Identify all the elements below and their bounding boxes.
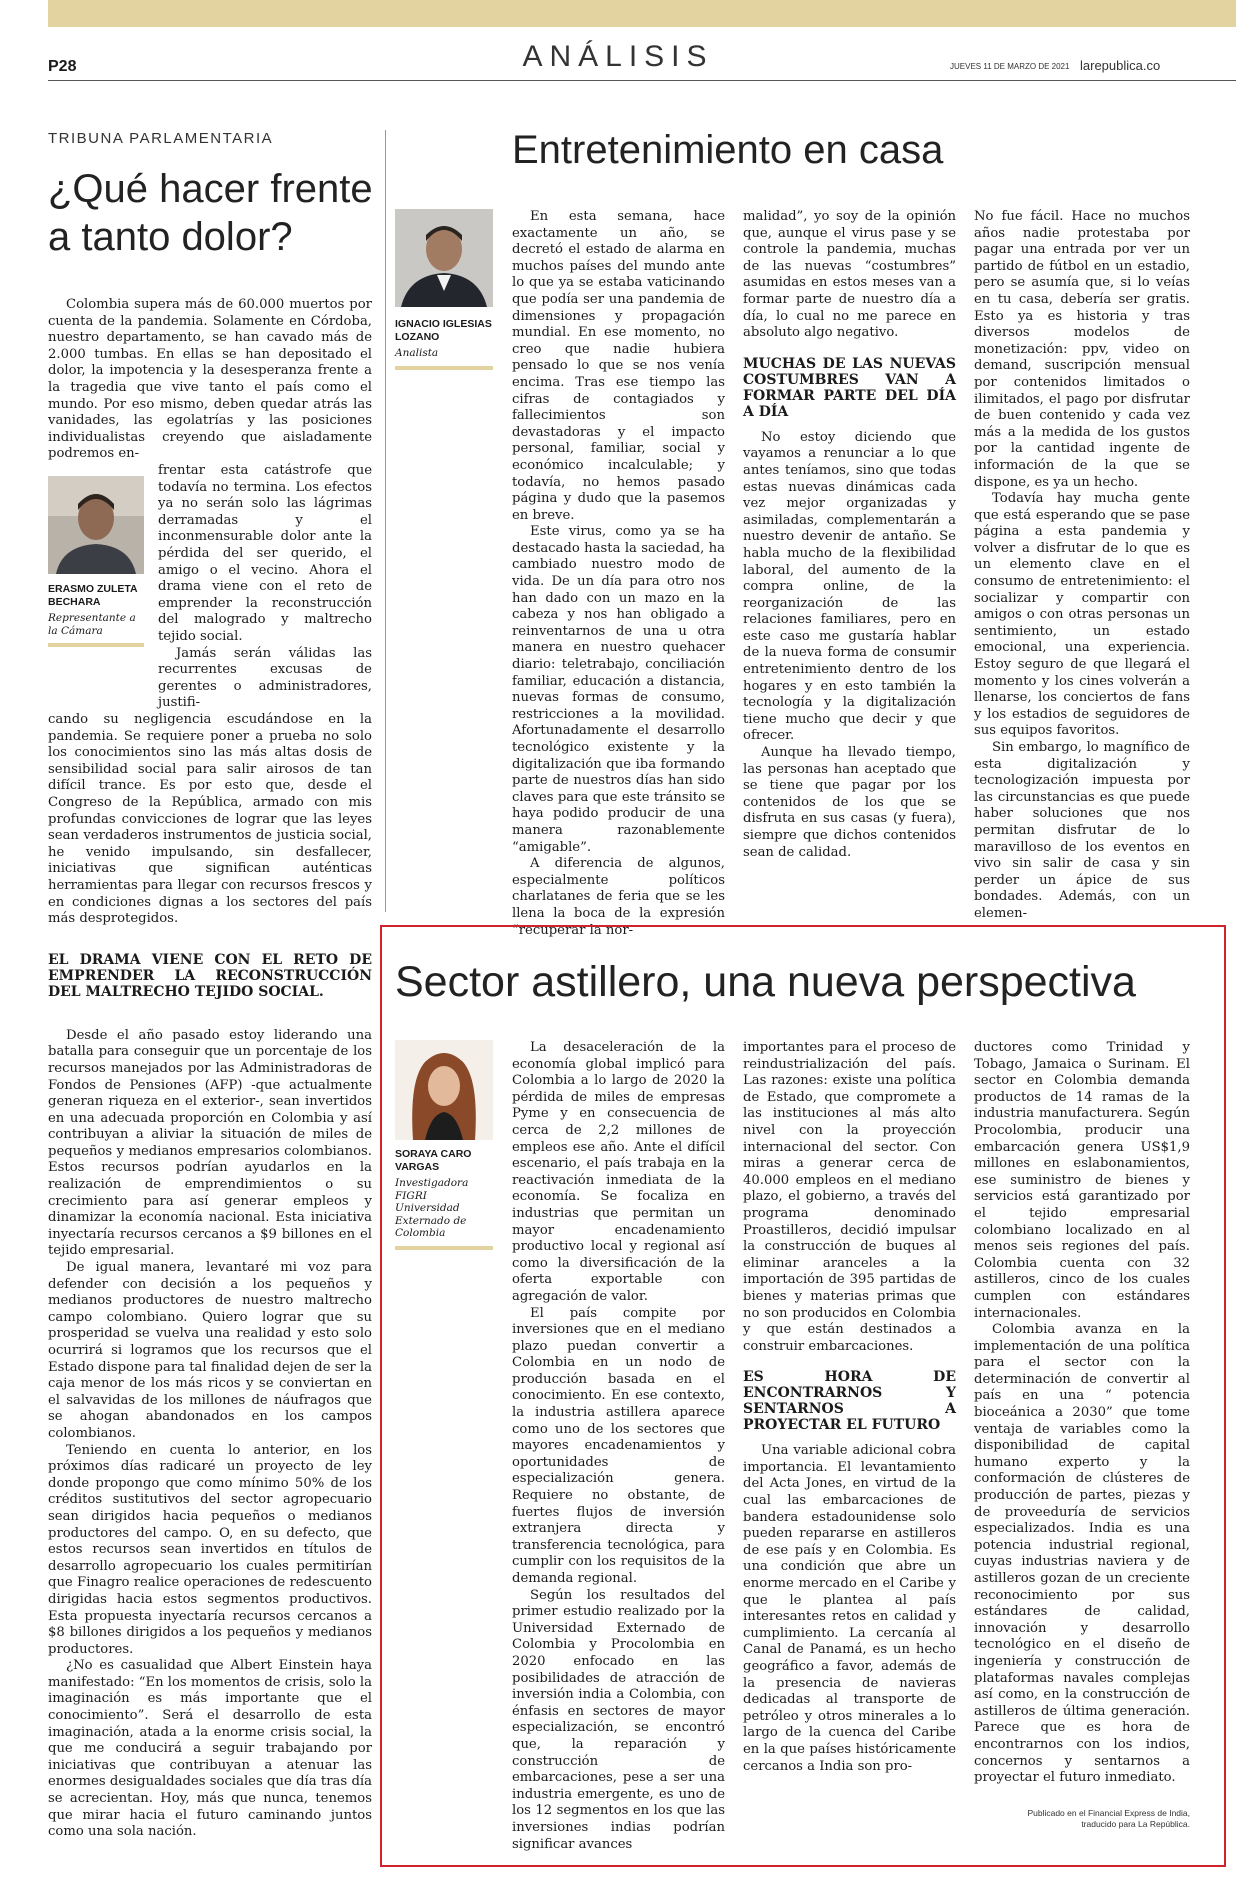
- article3-column-1: [512, 1040, 725, 1853]
- site-link[interactable]: larepublica.co: [1080, 58, 1161, 73]
- article3-column-2: [743, 1040, 956, 1775]
- article2-paragraph: Este virus, como ya se ha destacado hasta la saciedad, ha cambiado nuestro modo de vida. De un día para otro nos han dado con un mazo en la cabeza y nos han obligado a reinventarnos de una u otra manera en nuestro quehacer diario: teletrabajo, conciliación familiar, educación a distancia, nuevas formas de consumo, restricciones a la movilidad. Afortunadamente el desarrollo tecnológico existente y la digitalización que iba formando parte de nuestros días han sido claves para que este tránsito se haya podido producir de una manera razonablemente “amigable”.: [512, 524, 725, 855]
- article1-wrap: [158, 463, 372, 712]
- author-role: Representante a la Cámara: [48, 612, 136, 637]
- article2-paragraph: Sin embargo, lo magnífico de esta digitalización y tecnologización impuesta por las circunstancias es que puede haber soluciones que nos permitan disfrutar de lo maravilloso de los eventos en vivo sin salir de casa y sin perder un ápice de sus bondades. Además, con un elemen-: [974, 740, 1190, 921]
- article3-paragraph: Según los resultados del primer estudio realizado por la Universidad Externado de Colombia y Procolombia en 2020 enfocado en las posibilidades de atracción de inversión india a Colombia, con énfasis en sectores de mayor especialización, se encontró que, la reparación y construcción de embarcaciones, pese a ser una industria emergente, es uno de los 12 segmentos en los que las inversiones indias podrían significar avances: [512, 1587, 725, 1852]
- page-number: P28: [48, 58, 77, 75]
- article2-paragraph: No fue fácil. Hace no muchos años nadie protestaba por pagar una entrada por ver un partido de fútbol en un estadio, pero se asumía que, si lo veías en tu casa, debería ser gratis. Esto ya es historia y tras diversos modelos de monetización: ppv, video on demand, suscripción mensual por contenidos limitados o ilimitados, el pago por disfrutar de buen contenido y cada vez más a la medida de los gustos por la cantidad ingente de información de la que se dispone, es ya un hecho.: [974, 209, 1190, 490]
- header-rule: [48, 80, 1236, 81]
- article3-byline: [395, 1148, 493, 1250]
- article1-paragraph: Jamás serán válidas las recurrentes excusas de gerentes o administradores, justifi-: [158, 645, 372, 711]
- article1-paragraph: Colombia supera más de 60.000 muertos por cuenta de la pandemia. Solamente en Córdoba, nuestro departamento, se han cavado más de 2.000 tumbas. En ellas se han depositado el dolor, la impotencia y la desesperanza frente a la tragedia que vive tanto el país como el mundo. Por eso mismo, deben quedar atrás las vanidades, las egolatrías y las posiciones individualistas creyendo que aisladamente podremos en-: [48, 297, 372, 462]
- article1-subhead: EL DRAMA VIENE CON EL RETO DE EMPRENDER LA RECONSTRUCCIÓN DEL MALTRECHO TEJIDO SOCIAL.: [48, 951, 372, 1000]
- erasmo-photo: [48, 476, 144, 574]
- article2-column-2: [743, 209, 956, 861]
- author-name: IGNACIO IGLESIAS LOZANO: [395, 318, 492, 343]
- article3-paragraph: La desaceleración de la economía global implicó para Colombia a lo largo de 2020 la pérdida de miles de empresas Pyme y en consecuencia de cerca de 2,2 millones de empleos ese año. Ante el difícil escenario, el país trabaja en la reactivación inmediata de la economía. Se focaliza en industrias que permitan un mayor encadenamiento productivo local y regional así como la diversificación de la oferta exportable con agregación de valor.: [512, 1040, 725, 1304]
- article2-column-1: [512, 209, 725, 939]
- article2-byline: [395, 318, 493, 370]
- article2-paragraph: En esta semana, hace exactamente un año, se decretó el estado de alarma en muchos países del mundo ante lo que ya se estaba vaticinando que podía ser una pandemia de dimensiones y propagación mundial. En ese momento, no creo que nadie hubiera pensado lo que se nos venía encima. Tras ese tiempo las cifras de contagiados y fallecimientos son devastadoras y el impacto personal, familiar, social y económico incalculable; y todavía, no hemos pasado página y dudo que la pasemos en breve.: [512, 209, 725, 523]
- article3-paragraph: ductores como Trinidad y Tobago, Jamaica o Surinam. El sector en Colombia demanda productos de 14 ramas de la industria manufacturera. Según Procolombia, producir una embarcación genera US$1,9 millones en eslabonamientos, ese suministro de bienes y servicios está garantizado por el tejido empresarial colombiano localizado en al menos seis regiones del país. Colombia cuenta con 32 astilleros, cinco de los cuales cumplen con estándares internacionales.: [974, 1040, 1190, 1321]
- article3-paragraph: Una variable adicional cobra importancia. El levantamiento del Acta Jones, en virtud de la cual las embarcaciones de bandera estadounidense solo pueden repararse en astilleros de ese país y en Colombia. Es una condición que abre un enorme mercado en el Caribe y que le plantea al país interesantes retos en calidad y cumplimiento. La cercanía al Canal de Panamá, es un hecho geográfico a favor, además de la presencia de navieras dedicadas al transporte de petróleo y otros minerales a lo largo de la cuenca del Caribe en la que países históricamente cercanos a India son pro-: [743, 1443, 956, 1774]
- article3-paragraph: importantes para el proceso de reindustrialización del país. Las razones: existe una política de Estado, que compromete a las instituciones al más alto nivel con la proyección internacional del sector. Con miras a generar cerca de 40.000 empleos en el mediano plazo, el gobierno, a través del programa denominado Proastilleros, decidió impulsar la construcción de buques al eliminar aranceles a la importación de 395 partidas de bienes y materias primas que no son producidos en Colombia y que están destinados a construir embarcaciones.: [743, 1040, 956, 1354]
- article3-paragraph: Colombia avanza en la implementación de una política para el sector con la determinación de convertir al país en una “ potencia bioceánica a 2030” que tome ventaja de variables como la disponibilidad de capital humano experto y la conformación de clústeres de producción de partes, piezas y de proveeduría de servicios especializados. India es una potencia industrial regional, cuyas industrias naviera y de astilleros gozan de un creciente reconocimiento por sus estándares de calidad, innovación y desarrollo tecnológico en el diseño de ingeniería y construcción de plataformas navales complejas así como, en la construcción de astilleros de última generación. Parece que es hora de encontrarnos con los indios, concernos y sentarnos a proyectar el futuro inmediato.: [974, 1322, 1190, 1786]
- article3-subhead: ES HORA DE ENCONTRARNOS Y SENTARNOS A PROYECTAR EL FUTURO: [743, 1369, 956, 1434]
- article2-paragraph: Todavía hay mucha gente que está esperando que se pase página a esta pandemia y volver a disfrutar de lo que es un elemento clave en el consumo de entretenimiento: el socializar y compartir con amigos o con otras personas un sentimiento, un estado emocional, una experiencia. Estoy seguro de que llegará el momento y los cines volverán a llenarse, los conciertos de fans y los estadios de seguidores de sus equipos favoritos.: [974, 491, 1190, 739]
- article1-paragraph: cando su negligencia escudándose en la pandemia. Se requiere poner a prueba no solo los conocimientos sino las más altas dosis de sensibilidad social para salir airosos de tan difícil trance. Es por esto que, desde el Congreso de la República, armado con mis profundas convicciones de lograr que las leyes sean verdaderos instrumentos de justicia social, he venido impulsando, sin desfallecer, iniciativas que significan auténticas herramientas para llegar con recursos frescos y en condiciones dignas a los sectores del país más desprotegidos.: [48, 712, 372, 927]
- portrait-icon: [48, 476, 144, 574]
- article1-kicker: TRIBUNA PARLAMENTARIA: [48, 130, 274, 147]
- article3-column-3: [974, 1040, 1190, 1787]
- author-name: ERASMO ZULETA BECHARA: [48, 583, 138, 608]
- article1-paragraph: Teniendo en cuenta lo anterior, en los próximos días radicaré un proyecto de ley donde propongo que como mínimo 50% de los créditos sustitutivos del sector agropecuario sean dirigidos hacia pequeños o medianos productores del campo. O, en su defecto, que estos recursos sean invertidos en títulos de desarrollo agropecuario los cuales permitirían que Finagro realice operaciones de redescuento dirigidas hacia estos segmentos productivos. Esta propuesta inyectaría recursos cercanos a $8 billones dirigidos a los pequeños y medianos productores.: [48, 1442, 372, 1657]
- article2-subhead: MUCHAS DE LAS NUEVAS COSTUMBRES VAN A FORMAR PARTE DEL DÍA A DÍA: [743, 355, 956, 420]
- article3-paragraph: El país compite por inversiones que en el mediano plazo puedan convertir a Colombia en un nodo de producción basada en el conocimiento. En ese contexto, la industria astillera aparece como uno de los sectores que mayores encadenamientos y oportunidades de especialización genera. Requiere no obstante, de fuertes flujos de inversión extranjera directa y transferencia tecnológica, para cumplir con los requisitos de la demanda regional.: [512, 1305, 725, 1586]
- article1-paragraph: ¿No es casualidad que Albert Einstein haya manifestado: “En los momentos de crisis, solo la imaginación es más importante que el conocimiento”. Será el desarrollo de esta imaginación, atada a la enorme crisis social, la que me conducirá a seguir trabajando por iniciativas que contribuyan a atenuar las enormes desigualdades sociales que día tras día se acrecientan. Hoy, más que nunca, tenemos que mirar hacia el futuro caminando juntos como una sola nación.: [48, 1658, 372, 1840]
- byline-bar: [395, 1246, 493, 1250]
- article1-paragraph: De igual manera, levantaré mi voz para defender con decisión a los pequeños y medianos productores de nuestro maltrecho campo colombiano. Quiero lograr que su prosperidad se vuelva una realidad y esto solo ocurrirá si logramos que los recursos que el Estado dispone para tal finalidad dejen de ser la caja menor de los más ricos y se conviertan en el salvavidas de los millones de náufragos que se ahogan abandonados en los campos colombianos.: [48, 1260, 372, 1441]
- section-title: ANÁLISIS: [522, 40, 714, 73]
- author-role: Analista: [395, 347, 439, 359]
- article2-paragraph: malidad”, yo soy de la opinión que, aunque el virus pase y se controle la pandemia, muchas de las nuevas “costumbres” asumidas en estos meses van a formar parte de nuestro día a día, lo cual no me parece en absoluto algo negativo.: [743, 209, 956, 341]
- article1-body: [48, 712, 372, 1841]
- article1-intro: [48, 297, 372, 463]
- article1-byline: [48, 583, 144, 647]
- article2-paragraph: Aunque ha llevado tiempo, las personas han aceptado que se tiene que pagar por los contenidos de los que se disfruta en sus casas (y fuera), siempre que dichos contenidos sean de calidad.: [743, 745, 956, 860]
- article1-title: ¿Qué hacer frente a tanto dolor?: [48, 167, 373, 259]
- translation-credit: Publicado en el Financial Express de India, traducido para La República.: [1027, 1808, 1190, 1829]
- issue-date: JUEVES 11 DE MARZO DE 2021: [950, 62, 1070, 71]
- soraya-photo: [395, 1040, 493, 1140]
- portrait-icon: [395, 1040, 493, 1140]
- article2-title: Entretenimiento en casa: [512, 128, 944, 172]
- article3-title: Sector astillero, una nueva perspectiva: [395, 958, 1136, 1006]
- article1-paragraph: Desde el año pasado estoy liderando una batalla para conseguir que un porcentaje de los recursos manejados por las Administradoras de Fondos de Pensiones (AFP) -que actualmente generan riqueza en el exterior-, sean invertidos en una adecuada proporción en Colombia y así contribuyan a aliviar la situación de miles de pequeños y medianos empresarios colombianos. Estos recursos podrían ayudarlos en la realización de emprendimientos o su crecimiento para así generar empleos y dinamizar la economía nacional. Esta iniciativa inyectaría recursos cercanos a $9 billones en el tejido empresarial.: [48, 1027, 372, 1259]
- byline-bar: [48, 643, 144, 647]
- byline-bar: [395, 366, 493, 370]
- article2-paragraph: A diferencia de algunos, especialmente políticos charlatanes de feria que se les llena la boca de la expresión “recuperar la nor-: [512, 856, 725, 938]
- article2-paragraph: No estoy diciendo que vayamos a renunciar a lo que antes teníamos, sino que todas estas nuevas dinámicas cada vez mejor organizadas y asimiladas, complementarán a nuestro devenir de antaño. Se habla mucho de la flexibilidad laboral, del aumento de la compra online, de la reorganización de las relaciones familiares, pero en este caso me gustaría hablar de la nueva forma de consumir entretenimiento dentro de los hogares y en esto también la tecnología y la digitalización tiene mucho que decir y que ofrecer.: [743, 429, 956, 744]
- author-role: Investigadora FIGRI Universidad Externado de Colombia: [395, 1177, 469, 1239]
- top-color-band: [48, 0, 1236, 27]
- ignacio-photo: [395, 209, 493, 307]
- article1-paragraph: frentar esta catástrofe que todavía no termina. Los efectos ya no serán solo las lágrimas derramadas y el inconmensurable dolor ante la pérdida del ser querido, el amigo o el vecino. Ahora el drama viene con el reto de emprender la reconstrucción del malogrado y maltrecho tejido social.: [158, 463, 372, 644]
- article2-column-3: [974, 209, 1190, 923]
- portrait-icon: [395, 209, 493, 307]
- author-name: SORAYA CARO VARGAS: [395, 1148, 472, 1173]
